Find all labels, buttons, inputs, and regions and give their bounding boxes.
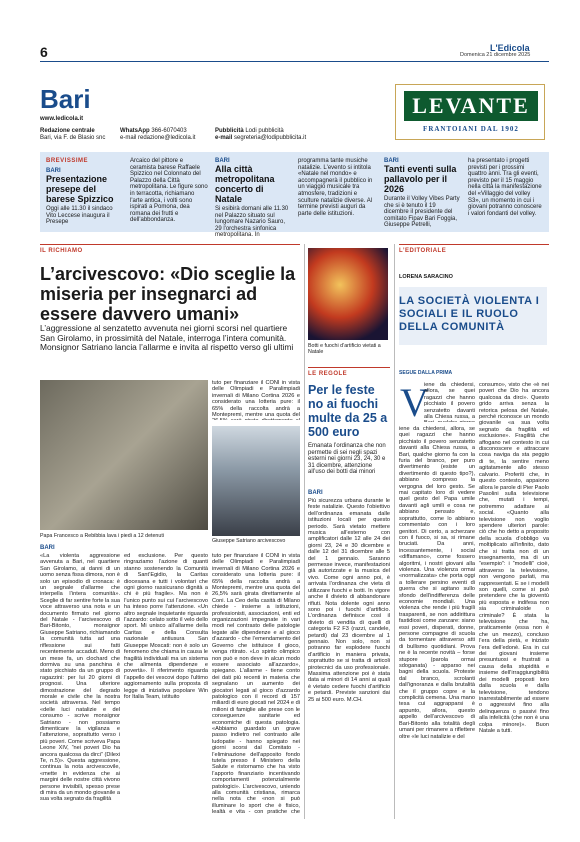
issue-date: Domenica 21 dicembre 2025	[460, 52, 531, 58]
section-label: L’EDITORIALE	[399, 248, 447, 254]
redazione-title: Redazione centrale	[40, 128, 95, 134]
photo-caption: Papa Francesco a Rebibbia lava i piedi a 12 detenuti	[40, 533, 164, 539]
whatsapp-email[interactable]: e-mail redazione@ledicola.it	[120, 135, 196, 141]
brevissime-box	[40, 152, 549, 239]
paper-name: L'Edicola	[490, 43, 530, 53]
brief-tag: BARI	[215, 158, 230, 164]
page-number: 6	[40, 44, 48, 60]
levante-ad[interactable]	[395, 84, 545, 140]
section-rule	[308, 367, 390, 368]
article-column-2: ed esclusione. Per questo ringraziamo l’azione di quanti stanno sostenendo la Comunità di Sant’Egidio, la Caritas diocesana e tutti i volontari che ogni giorno rassicurano dignità a chi è più fragile». Ma non è l’unico punto sui cui l’arcivescovo ha inteso porre l’attenzione. «Un altro segnale inquietante riguarda l’azzardo: celato sotto il velo dello sport. Mi unisco all’allarme della Caritas e della Consulta nazionale antiusura San Giuseppe Moscati: non è solo un fenomeno che chiama in causa le fragilità individuali ma un sistema che alimenta dipendenze e povertà». Il riferimento riguarda l’appello dei vescovi dopo l’ultimo aggiornamento sulla proposta di legge di iniziativa popolare Win for Italia Team, istituito	[124, 553, 208, 700]
pubblicita-email-label: e-mail	[215, 135, 233, 141]
photo-caption: Botti e fuochi d’artificio vietati a Natale	[308, 343, 381, 355]
brief-text: Arcaico del pittore e ceramista barese Raffaele Spizzico nel Colonnato del Palazzo della Città metropolitana. Le figure sono in terracotta, richiamano l'arte antica, i volti sono ispirati a Pomona, dea romana dei frutti e dell'abbondanza.	[130, 158, 208, 224]
brief-text: programma tante musiche natalizie. L'evento si intitola «Natale nel mondo» e accompagnerà il pubblico in un viaggio musicale tra atmosfere, tradizioni e sculture natalizie diverse. Al termine previsti auguri da parte delle istituzioni.	[298, 158, 373, 217]
regole-lead: Emanata l’ordinanza che non permette di sei negli spazi esterni nei giorni 23, 24, 30 e 31 dicembre, attenzione all’uso dei botti dai minori	[308, 443, 386, 476]
brief-title: Tanti eventi sulla pallavolo per il 2026	[384, 164, 457, 194]
article-column-3-top: tuto per finanziare il CONI in vista delle Olimpiadi e Paralimpiadi invernali di Milano Cortina 2026 e considerato una lotteria pure: il 65% della raccolta andrà a Montepremi, mentre una quota del	[212, 380, 300, 419]
article-tag: BARI	[308, 490, 323, 496]
photo-caption: Giuseppe Satriano arcivescovo	[212, 538, 286, 544]
redazione-text: Bari, via F. de Blasio snc	[40, 135, 106, 141]
brief-text: Oggi alle 11.30 il sindaco Vito Leccese inaugura il Presepe	[46, 206, 113, 226]
section-label: IL RICHIAMO	[40, 248, 83, 254]
photo-satriano	[212, 426, 300, 536]
brief-text: Si esibirà domani alle 11.30 nel Palazzo situato sul lungomare Nazario Sauro, 29 l'orchestra sinfonica metropolitana. In	[215, 206, 289, 239]
whatsapp-number[interactable]: 366-6070403	[151, 128, 187, 134]
whatsapp-title: WhatsApp	[120, 128, 150, 134]
pubblicita-title: Pubblicità	[215, 128, 244, 134]
section-rule	[40, 244, 300, 245]
pubblicita-email[interactable]: segreteria@lodipubblicita.it	[234, 135, 307, 141]
brief-title: Presentazione presepe del barese Spizzico	[46, 174, 114, 204]
whatsapp-info	[120, 128, 233, 142]
photo-fireworks	[308, 248, 388, 340]
editorial-column-2: consumo», visto che «è nei poveri che Dio ha ancora qualcosa da dirci». Questo grido arriva senza la retorica pelosa del Natale, perché riconosce un mondo giovanile «a sua volta segnato da fragilità ed esclusione». Fragilità che affogano nel contesto in cui disconoscere e attraccare cosa naviga da sta peggio di te, la sentire meno agitatamente allo stesso calvario. Proferiti che, in questo contesto, appaiono allora le parole di Pier Paolo Pasolini sulla televisione che, mutati i tempi, potremmo adattare ai social. «Quanto alla televisione non voglio spendere ulteriori parole: ciò che ho detto a proposito della scuola d’obbligo va moltiplicato all’infinito, dato che si tratta non di un insegnamento, ma di un “esempio”: i “modelli” cioè, attraverso la televisione, non vengono parlati, ma rappresentati. E se i modelli son quelli, come si può pretendere che la gioventù più esposta e indifesa non sia criminaloide o criminale? È stata la televisione che ha, praticamente (essa non è che un mezzo), concluso l’era della pietà, e iniziato l’era dell’edonè. Era in cui dei giovani insieme presuntuosi e frustrati a causa della stupidità e insieme dell’irraggiungibilità dei modelli proposti loro dalla scuola e dalla televisione, tendono inarrestabilmente ad essere o aggressivi fino alla delinquenza o passivi fino alla infelicità (che non è una colpa minore)». Buon Natale a tutti.	[479, 382, 549, 734]
article-title: L’arcivescovo: «Dio sceglie la miseria per insegnarci ad essere davvero umani»	[40, 264, 296, 324]
section-label: LE REGOLE	[308, 371, 348, 377]
brief-text: Durante il Volley Vibes Party che si è tenuto il 19 dicembre il presidente del comitato Fipav Bari Foggia, Giuseppe Petrelli,	[384, 196, 460, 229]
regole-title: Per le feste no ai fuochi multe da 25 a 500 euro	[308, 383, 388, 439]
article-tag: BARI	[40, 545, 55, 551]
brief-tag: BARI	[46, 168, 61, 174]
header-rule	[40, 61, 549, 62]
pubblicita-info	[215, 128, 385, 142]
levante-logo: LEVANTE	[404, 91, 538, 121]
column-divider	[304, 244, 305, 819]
column-divider	[394, 244, 395, 819]
pubblicita-text: Lodi pubblicità	[245, 128, 284, 134]
regole-text: Più sicurezza urbana durante le feste natalizie. Questo l’obiettivo dell’ordinanza emanata dalle istituzioni locali per questo periodo. Sarà vietato mettere musica all’esterno con amplificatori dalle 12 alle 24 dei giorni 23, 24 e 30 dicembre e dalle 12 del 31 dicembre alle 5 del 1 gennaio. Saranno permesse invece, manifestazioni già autorizzate e la musica del vivo. Come ogni anno poi, è arrivata l’ordinanza che vieta di utilizzare fuochi e botti. In vigore anche il divieto di abbandonare rifiuti. Nota dolente ogni anno sono poi i fuochi d’artificio. L’ordinanza definisce così il divieto di vendita di quelli di categoria F2 F3 (razzi, candele, petardi) dal 23 dicembre al 1 gennaio. Non solo, non si potranno far esplodere fuochi d’artificio in maniera privata, soprattutto se si tratta di articoli pirotecnici da uso professionale. Massima attenzione poi è stata data ai minori di 14 anni ai quali è vietato cedere fuochi d’artificio e petardi. Previste sanzioni dai 25 ai 500 euro. M.CH.	[308, 498, 390, 703]
photo-pope-rebibbia	[40, 380, 208, 530]
section-rule	[399, 244, 549, 245]
site-url[interactable]: www.ledicola.it	[40, 116, 84, 122]
drop-cap: V	[400, 380, 429, 425]
continue-label: SEGUE DALLA PRIMA	[399, 370, 453, 376]
article-column-3: tuto per finanziare il CONI in vista delle Olimpiadi e Paralimpiadi invernali di Milano Cortina 2026 e considerato una lotteria pure: il 65% della raccolta andrà a Montepremi, mentre una quota del 26,5% sarà girata direttamente al Coni. La Ceo della casità di Milano chiede - insieme a istituzioni, professionisti, associazioni, enti ed organizzazioni impegnate in vari modi nel contrasto delle patologie legate alle dipendenze e al gioco d’azzardo - che l’emendamento del Governo che istituisce il gioco, venga ritirato. «Lo spirito olimpico non può e non deve in alcun modo essere associato all’azzardo», spiegano. L’allarme - tiene conto dei dati più recenti in materia che segnalano un aumento dei giocatori legati al gioco d’azzardo patologico con il record di 157 miliardi di euro giocati nel 2024 e di milioni di famiglie alle prese con le conseguenze sanitarie ed economiche di questa patologia. «Abbiamo guardato un grave passo indietro nel contrasto alle ludopatie - hanno spiegato nei giorni scorsi dal Comitato - l’eliminazione dell’apposito fondo tutela presso il Ministero della Salute e ristornamo che ha visto l’apporto finanziario incentivando comportamenti potenzialmente patologici». L’arcivescovo, uniendo alla comunità cristiana, rimarca nella nota che «non si può illuminare lo sport che è fisico, lealtà e vita - con pratiche che	[212, 553, 300, 815]
levante-tagline: FRANTOIANI DAL 1902	[423, 125, 519, 133]
article-subtitle: L’aggressione al senzatetto avvenuta nei giorni scorsi nel quartiere San Girolamo, in prossimità del Natale, interroga l’intera comunità. Monsignor Satriano lancia l’allarme e invita al rispetto verso gli ultimi	[40, 323, 294, 353]
editorial-author: LORENA SARACINO	[399, 274, 453, 280]
redazione-info	[40, 128, 115, 142]
brief-title: Alla città metropolitana concerto di Natale	[215, 164, 275, 204]
editorial-column-1-top: iene da chiedersi, allora, se quei ragazzi che hanno picchiato il povero senzatetto davanti alla Chiesa russa, a	[424, 382, 475, 421]
city-name: Bari	[40, 84, 91, 114]
brief-tag: BARI	[384, 158, 399, 164]
brief-text: ha presentato i progetti previsti per i prossimi quattro anni. Tra gli eventi, previsto per il 15 maggio nella città la manifestazione del «Villaggio del volley S3», un momento in cui i giovani potranno conoscere i valori fondanti del volley.	[468, 158, 542, 217]
editorial-column-1: iene da chiedersi, allora, se quei ragazzi che hanno picchiato il povero senzatetto davanti alla Chiesa russa, a Bari, qualche giorno fa con la furia del branco, per puro divertimento (esiste un divertimento di questo tipo?), abbiano compreso la vergogna del loro gesto. Se mai capitato loro di vedere quel gesto del Papa umile davanti agli umili e cosa ne abbiano pensato e, soprattutto, come lo abbiano commentato con i loro genitori. Di certo, a scherzare con il fuoco, si sa, si rimane bruciati. Da anni, incessantemente, i social «diffamano», come fossero algoritmi, i nostri giovani alla violenza. Una violenza ormai «normalizzata» che porta oggi a tollerare persino eventi di guerra che si agitano sullo sfondo dell’indifferenza delle economie mondiali. Una violenza che rende i più fragili trasparenti, se non addirittura fastidiosi come zanzare: siano essi poveri, disperati, donne, persone compagne di scuola da tormentare attraverso atti di bullismo quotidiani. Prova ne è la recente novità – forse stupore (parola ormai sdoganata) - apparso nei bagni della scuola. Proteste dal branco, scrolanti dall’ignoranza e dalla brutalità che il gruppo copre e la complicità cemena. Una mano tesa cui aggrapparsi è appunto, allora, questo appello dell’arcivescovo di Bari-Bitonto alla totalità degli umani per rimanere a riflettere oltre «le luci natalizie e del	[399, 426, 475, 740]
editorial-title: LA SOCIETÀ VIOLENTA I SOCIALI E IL RUOLO DELLA COMUNITÀ	[399, 295, 540, 333]
brevissime-label: BREVISSIME	[46, 158, 89, 164]
article-column-1: «La violenta aggressione avvenuta a Bari, nel quartiere San Girolamo, ai danni di un uomo senza fissa dimora, non è solo un episodio di cronaca: è un segnale d’allarme che interpella l’intera comunità». Sceglie di far sentire forte la sua voce attraverso una nota e un documento firmato nel giorno del Natale - l’arcivescovo di Bari-Bitonto, monsignor Giuseppe Satriano, richiamando la comunità tutta ad una riflessione sui fatti recentemente accaduti. Meno di un mese fa, un clochard che dormiva su una panchina è stato picchiato da un gruppo di ragazzini: per lui 20 giorni di prognosi. Una ulteriore dimostrazione del degrado morale e civile che la nostra società attraversa. Nel tempo «delle luci natalizie e del consumo - scrive monsignor Satriano - non possiamo dimenticare la vigilanza e l’attenzione, soprattutto verso i più poveri. Come scriveva Papa Leone XIV, “nei poveri Dio ha ancora qualcosa da dirci” (Dilexi Te, n.5)». Questa aggressione, continua la nota arcivescovile, «mette in evidenza che ai margini delle nostre città vivono persone invisibili, spesso prese di mira da un mondo giovanile a sua volta segnato da fragilità	[40, 553, 120, 803]
